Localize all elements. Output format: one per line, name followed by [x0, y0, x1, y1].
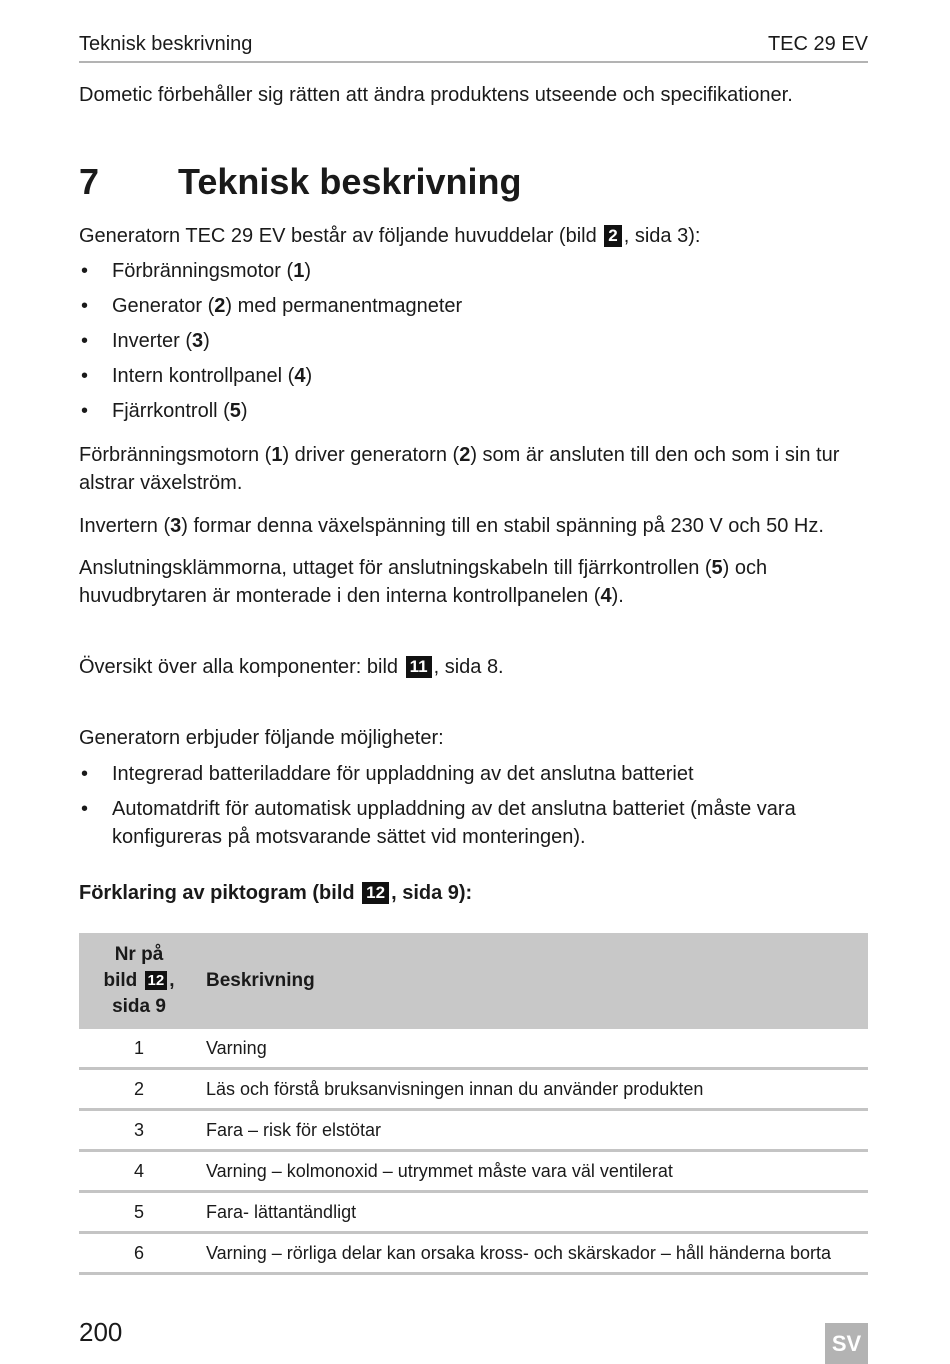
bullet-icon: • [81, 260, 89, 282]
list-item: • Integrerad batteriladdare för uppladdning av det anslutna batteriet [79, 760, 868, 788]
pictogram-table [79, 933, 868, 1275]
chapter-number: 7 [79, 161, 100, 202]
table-row [79, 1151, 868, 1192]
intro-paragraph: Generatorn TEC 29 EV består av följande huvuddelar (bild 2 , sida 3): [79, 225, 701, 247]
list-item: • Intern kontrollpanel (4) [79, 362, 868, 390]
bullet-icon: • [81, 763, 89, 785]
row-description: Varning – rörliga delar kan orsaka kross- och skärskador – håll händerna borta [199, 1233, 868, 1274]
paragraph-engine: Förbränningsmotorn (1) driver generatorn (2) som är ansluten till den och som i sin tur alstrar växelström. [79, 444, 840, 494]
page-number: 200 [79, 1317, 123, 1347]
overview-paragraph: Översikt över alla komponenter: bild 11 , sida 8. [79, 656, 504, 678]
bullet-icon: • [81, 365, 89, 387]
paragraph-inverter: Invertern (3) formar denna växelspänning till en stabil spänning på 230 V och 50 Hz. [79, 515, 824, 537]
row-number: 6 [79, 1233, 199, 1274]
row-number: 5 [79, 1192, 199, 1233]
features-intro: Generatorn erbjuder följande möjligheter: [79, 727, 444, 749]
row-description: Varning – kolmonoxid – utrymmet måste vara väl ventilerat [199, 1151, 868, 1192]
language-badge: SV [825, 1323, 868, 1364]
table-header-row [79, 933, 868, 1029]
header-section-title: Teknisk beskrivning [79, 33, 253, 55]
row-description: Fara – risk för elstötar [199, 1110, 868, 1151]
disclaimer: Dometic förbehåller sig rätten att ändra produktens utseende och specifikationer. [79, 84, 793, 106]
column-header-description: Beskrivning [199, 933, 868, 1029]
column-header-nr: Nr på bild 12 , sida 9 [79, 933, 199, 1029]
figure-reference: 11 [406, 656, 432, 678]
header-model-name: TEC 29 EV [767, 33, 868, 55]
figure-reference: 12 [362, 882, 389, 904]
list-item: • Inverter (3) [79, 327, 868, 355]
row-number: 1 [79, 1029, 199, 1069]
pictogram-heading: Förklaring av piktogram (bild 12 , sida 9): [79, 882, 473, 904]
list-item: • Fjärrkontroll (5) [79, 397, 868, 425]
bullet-icon: • [81, 330, 89, 352]
bullet-icon: • [81, 295, 89, 317]
table-row [79, 1029, 868, 1069]
bullet-icon: • [81, 400, 89, 422]
table-row [79, 1233, 868, 1274]
chapter-title: Teknisk beskrivning [178, 161, 522, 202]
bullet-icon: • [81, 798, 89, 820]
row-description: Varning [199, 1029, 868, 1069]
parts-list [79, 257, 868, 425]
row-number: 3 [79, 1110, 199, 1151]
list-item: • Förbränningsmotor (1) [79, 257, 868, 285]
row-number: 2 [79, 1069, 199, 1110]
list-item: • Generator (2) med permanentmagneter [79, 292, 868, 320]
list-item: • Automatdrift för automatisk uppladdning av det anslutna batteriet (måste vara konfigureras på motsvarande sättet vid monteringen). [79, 795, 868, 851]
paragraph-terminals: Anslutningsklämmorna, uttaget för anslutningskabeln till fjärrkontrollen (5) och huvudbrytaren är monterade i den interna kontrollpanelen (4). [79, 557, 768, 607]
table-row [79, 1192, 868, 1233]
figure-reference: 12 [145, 971, 168, 990]
running-header [79, 30, 868, 63]
figure-reference: 2 [604, 225, 621, 247]
table-row [79, 1069, 868, 1110]
features-list [79, 760, 868, 851]
row-description: Fara- lättantändligt [199, 1192, 868, 1233]
row-description: Läs och förstå bruksanvisningen innan du använder produkten [199, 1069, 868, 1110]
row-number: 4 [79, 1151, 199, 1192]
table-row [79, 1110, 868, 1151]
pictogram-table-wrapper [79, 933, 868, 1275]
